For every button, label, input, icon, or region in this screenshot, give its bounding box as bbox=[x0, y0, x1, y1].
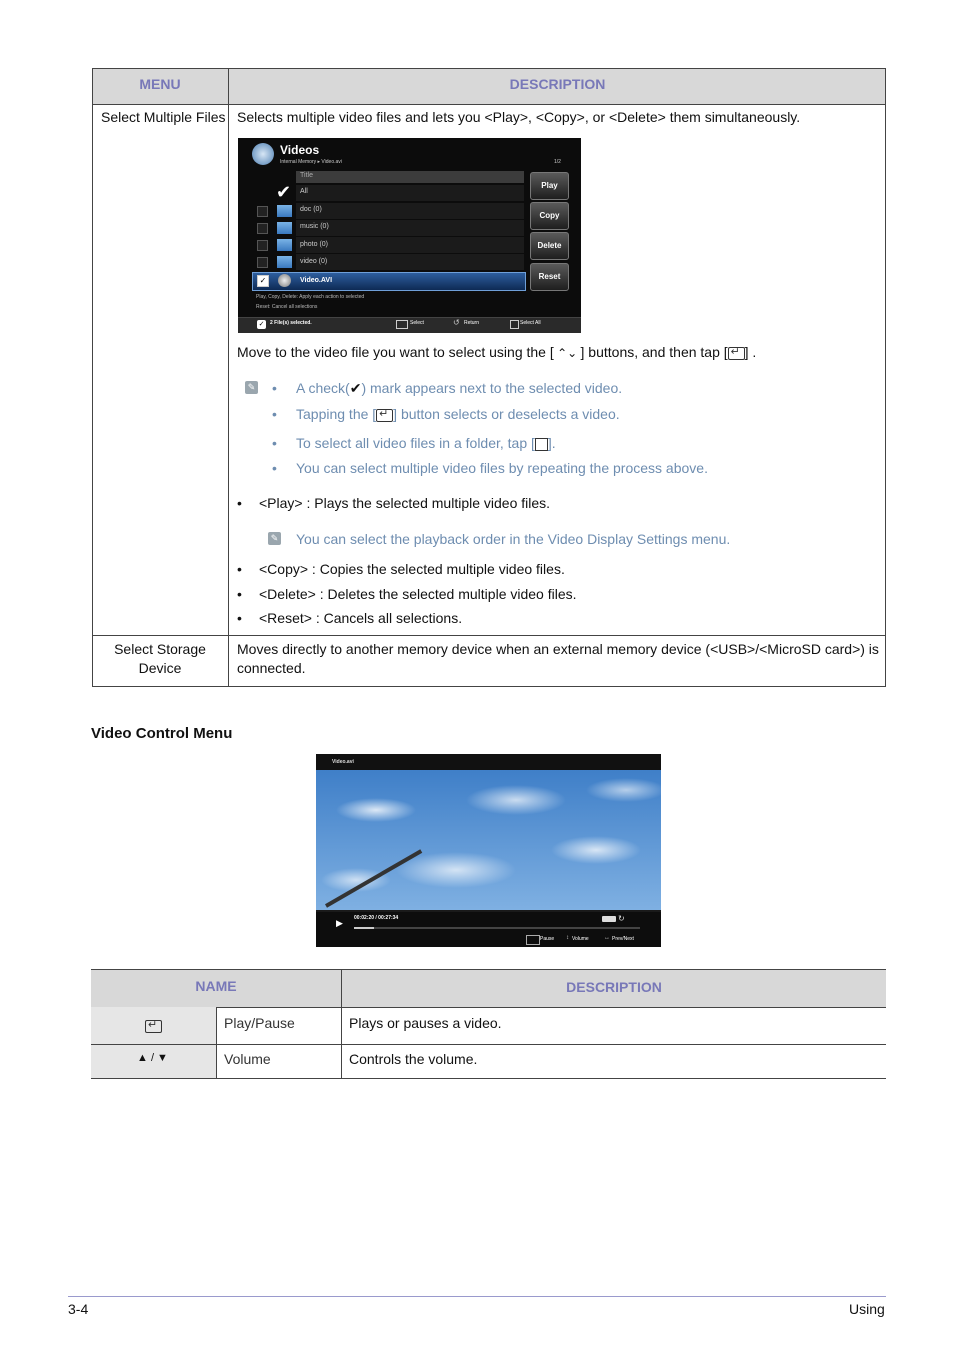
name-play-pause: Play/Pause bbox=[224, 1015, 295, 1031]
footer-rule bbox=[68, 1296, 886, 1297]
row-all-label: All bbox=[300, 188, 308, 195]
storage-desc: Moves directly to another memory device when an external memory device (<USB>/<MicroSD card>) is connected. bbox=[237, 641, 879, 676]
row-all[interactable] bbox=[296, 185, 524, 201]
folder-icon bbox=[277, 222, 292, 234]
move-instruction bbox=[237, 344, 756, 360]
status-files-selected: 2 File(s) selected. bbox=[270, 320, 312, 326]
desc-play-pause: Plays or pauses a video. bbox=[349, 1015, 502, 1031]
video-time: 00:02:20 / 00:27:34 bbox=[354, 915, 399, 921]
help-text-2: Reset: Cancel all selections bbox=[256, 304, 318, 310]
enter-icon bbox=[728, 347, 745, 360]
repeat-badge-icon bbox=[602, 916, 616, 922]
col-title: Title bbox=[300, 172, 313, 179]
control-pause[interactable]: Pause bbox=[540, 936, 555, 942]
check-icon: ✔ bbox=[349, 380, 362, 396]
move-text-a: Move to the video file you want to select using the [ bbox=[237, 344, 554, 360]
enter-icon bbox=[145, 1017, 162, 1033]
folder-icon bbox=[277, 256, 292, 268]
desc-volume: Controls the volume. bbox=[349, 1051, 478, 1067]
progress-fill bbox=[354, 927, 374, 929]
move-text-c: ] . bbox=[744, 344, 757, 360]
select-multiple-desc: Selects multiple video files and lets you <Play>, <Copy>, or <Delete> them simultaneously. bbox=[237, 109, 801, 125]
header-name: NAME bbox=[195, 978, 237, 994]
note-icon: ✎ bbox=[245, 381, 258, 394]
enter-icon bbox=[376, 409, 393, 422]
video-player-screen bbox=[316, 754, 661, 947]
select-all-icon bbox=[510, 320, 519, 329]
control-prev-next[interactable]: Prev/Next bbox=[612, 936, 634, 942]
row-video-label: video (0) bbox=[300, 258, 328, 265]
note-tapping: Tapping the [↵ ] button selects or deselects a video. bbox=[296, 406, 620, 422]
video-top-bar bbox=[316, 754, 661, 770]
help-text-1: Play, Copy, Delete: Apply each action to selected bbox=[256, 294, 365, 300]
section-title: Video Control Menu bbox=[91, 725, 233, 742]
checkbox-checked[interactable]: ✓ bbox=[257, 275, 269, 287]
note-icon: ✎ bbox=[268, 532, 281, 545]
folder-icon bbox=[277, 239, 292, 251]
row-photo-label: photo (0) bbox=[300, 241, 329, 248]
menu-select-multiple-files: Select Multiple Files bbox=[101, 109, 226, 125]
enter-icon bbox=[396, 320, 408, 329]
col-title-bar bbox=[296, 171, 524, 183]
sky-video-frame bbox=[316, 770, 661, 910]
bullet: • bbox=[272, 406, 277, 422]
checkbox[interactable] bbox=[257, 240, 268, 251]
volume-arrows-icon: ↕ bbox=[566, 935, 569, 941]
note-select-all: To select all video files in a folder, tap [ ]. bbox=[296, 435, 556, 451]
reset-item: <Reset> : Cancels all selections. bbox=[259, 610, 463, 626]
row-music[interactable] bbox=[296, 220, 524, 236]
copy-item: <Copy> : Copies the selected multiple video files. bbox=[259, 561, 565, 577]
folder-icon bbox=[277, 205, 292, 217]
bullet: • bbox=[237, 610, 242, 626]
videos-reel-icon bbox=[252, 143, 274, 165]
videos-page: 1/2 bbox=[554, 159, 561, 165]
move-text-b: ] buttons, and then tap [ bbox=[580, 344, 728, 360]
header-menu: MENU bbox=[139, 76, 181, 92]
enter-icon bbox=[526, 935, 540, 945]
repeat-icon: ↻ bbox=[618, 914, 625, 923]
bullet: • bbox=[272, 380, 277, 396]
bottom-select[interactable]: Select bbox=[410, 320, 424, 326]
bottom-select-all[interactable]: Select All bbox=[520, 320, 541, 326]
check-icon: ✓ bbox=[258, 321, 265, 328]
videos-path: Internal Memory ▸ Video.avi bbox=[280, 159, 342, 165]
row-doc-label: doc (0) bbox=[300, 206, 322, 213]
delete-item: <Delete> : Deletes the selected multiple video files. bbox=[259, 586, 577, 602]
play-item: <Play> : Plays the selected multiple video files. bbox=[259, 495, 551, 511]
checkbox[interactable] bbox=[257, 206, 268, 217]
checkbox[interactable] bbox=[257, 257, 268, 268]
row-video-avi-selected[interactable] bbox=[252, 272, 526, 291]
checkbox[interactable] bbox=[257, 223, 268, 234]
bottom-return[interactable]: Return bbox=[464, 320, 480, 326]
screen-copy-button[interactable]: Copy bbox=[530, 202, 569, 230]
footer-page-number: 3-4 bbox=[68, 1301, 89, 1317]
bullet: • bbox=[272, 460, 277, 476]
control-volume[interactable]: Volume bbox=[572, 936, 589, 942]
row-photo[interactable] bbox=[296, 237, 524, 253]
bullet: • bbox=[237, 561, 242, 577]
check-all-icon: ✔ bbox=[276, 182, 292, 202]
screen-delete-button[interactable]: Delete bbox=[530, 232, 569, 260]
screen-play-button[interactable]: Play bbox=[530, 172, 569, 200]
play-icon[interactable]: ▶ bbox=[336, 918, 343, 928]
progress-track[interactable] bbox=[354, 927, 640, 929]
select-all-icon bbox=[535, 438, 548, 451]
note-repeat: You can select multiple video files by repeating the process above. bbox=[296, 460, 708, 476]
row-video-avi-label: Video.AVI bbox=[300, 277, 333, 284]
bullet: • bbox=[237, 586, 242, 602]
footer-section: Using bbox=[849, 1301, 885, 1317]
header-description: DESCRIPTION bbox=[509, 76, 606, 92]
up-down-icon: ⌃⌄ bbox=[553, 346, 581, 360]
videos-title: Videos bbox=[280, 143, 320, 157]
name-volume: Volume bbox=[224, 1051, 271, 1067]
header-description: DESCRIPTION bbox=[566, 979, 662, 995]
bullet: • bbox=[237, 495, 242, 511]
up-down-arrow-icon: ▲ / ▼ bbox=[137, 1052, 168, 1064]
menu-select-storage-device: Select Storage Device bbox=[114, 641, 206, 676]
video-file-name: Video.avi bbox=[332, 759, 354, 765]
return-icon: ↺ bbox=[453, 318, 460, 327]
note-check-mark: A check(✔) mark appears next to the selected video. bbox=[296, 380, 623, 396]
row-music-label: music (0) bbox=[300, 223, 329, 230]
row-doc[interactable] bbox=[296, 203, 524, 219]
play-note: You can select the playback order in the Video Display Settings menu. bbox=[296, 531, 731, 547]
row-video[interactable] bbox=[296, 254, 524, 270]
prev-next-icon: ↔ bbox=[604, 935, 610, 941]
bullet: • bbox=[272, 435, 277, 451]
film-reel-icon bbox=[278, 274, 291, 287]
screen-reset-button[interactable]: Reset bbox=[530, 263, 569, 291]
